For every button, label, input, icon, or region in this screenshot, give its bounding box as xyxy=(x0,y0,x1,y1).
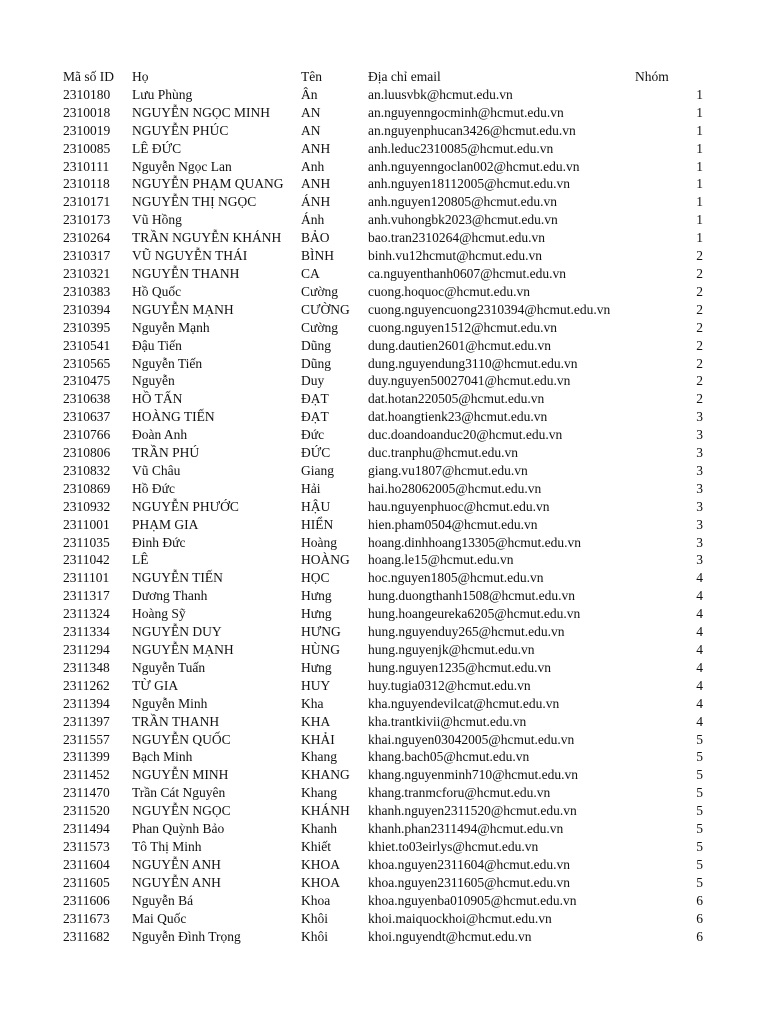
table-row xyxy=(63,229,703,247)
first-name-cell: Duy xyxy=(301,373,325,389)
group-cell: 3 xyxy=(696,534,703,550)
first-name-cell: HUY xyxy=(301,677,331,693)
table-row xyxy=(63,820,703,838)
header-first-name: Tên xyxy=(301,69,322,84)
group-cell: 2 xyxy=(696,337,703,353)
group-cell: 3 xyxy=(696,427,703,443)
student-id-cell: 2311682 xyxy=(63,928,110,944)
table-row xyxy=(63,802,703,820)
first-name-cell: HỌC xyxy=(301,570,330,586)
group-cell: 5 xyxy=(696,767,703,783)
first-name-cell: Hoàng xyxy=(301,534,337,550)
table-row xyxy=(63,265,703,283)
group-cell: 3 xyxy=(696,552,703,568)
table-row xyxy=(63,158,703,176)
last-name-cell: NGUYỄN THANH xyxy=(132,265,240,281)
table-row xyxy=(63,319,703,337)
first-name-cell: HIỂN xyxy=(301,516,334,532)
table-row xyxy=(63,892,703,910)
email-cell: hoang.dinhhoang13305@hcmut.edu.vn xyxy=(368,534,582,550)
last-name-cell: Lưu Phùng xyxy=(132,86,193,102)
group-cell: 1 xyxy=(696,194,703,210)
last-name-cell: Mai Quốc xyxy=(132,910,187,926)
first-name-cell: BÌNH xyxy=(301,248,334,264)
last-name-cell: NGUYỄN ANH xyxy=(132,874,221,890)
first-name-cell: Dũng xyxy=(301,355,331,371)
header-row xyxy=(63,68,703,86)
header-group: Nhóm xyxy=(635,69,669,84)
email-cell: ca.nguyenthanh0607@hcmut.edu.vn xyxy=(368,265,567,281)
last-name-cell: NGUYỄN MẠNH xyxy=(132,301,234,317)
first-name-cell: Khôi xyxy=(301,928,328,944)
first-name-cell: Khiết xyxy=(301,838,331,854)
group-cell: 6 xyxy=(696,892,703,908)
first-name-cell: ANH xyxy=(301,176,331,192)
group-cell: 5 xyxy=(696,821,703,837)
last-name-cell: NGUYỄN PHƯỚC xyxy=(132,498,239,514)
last-name-cell: TRẦN NGUYỄN KHÁNH xyxy=(132,230,282,246)
table-row xyxy=(63,86,703,104)
student-id-cell: 2311348 xyxy=(63,659,110,675)
email-cell: hai.ho28062005@hcmut.edu.vn xyxy=(368,480,542,496)
table-row xyxy=(63,247,703,265)
first-name-cell: Cường xyxy=(301,319,338,335)
last-name-cell: NGUYỄN NGỌC MINH xyxy=(132,104,270,120)
group-cell: 3 xyxy=(696,409,703,425)
first-name-cell: KHA xyxy=(301,713,331,729)
last-name-cell: LÊ xyxy=(132,552,149,568)
table-row xyxy=(63,283,703,301)
table-row xyxy=(63,874,703,892)
student-id-cell: 2311470 xyxy=(63,785,110,801)
group-cell: 4 xyxy=(696,677,703,693)
table-row xyxy=(63,677,703,695)
group-cell: 4 xyxy=(696,642,703,657)
group-cell: 5 xyxy=(696,803,703,819)
group-cell: 4 xyxy=(696,588,703,604)
student-id-cell: 2311334 xyxy=(63,624,110,640)
group-cell: 4 xyxy=(696,570,703,586)
last-name-cell: NGUYỄN QUỐC xyxy=(132,731,231,747)
group-cell: 1 xyxy=(696,176,703,192)
last-name-cell: Đinh Đức xyxy=(132,534,186,550)
table-row xyxy=(63,122,703,140)
student-id-cell: 2310766 xyxy=(63,427,111,443)
student-id-cell: 2310171 xyxy=(63,194,111,210)
student-id-cell: 2311101 xyxy=(63,570,110,586)
group-cell: 4 xyxy=(696,713,703,729)
table-row xyxy=(63,175,703,193)
table-row xyxy=(63,731,703,749)
first-name-cell: KHOA xyxy=(301,856,340,872)
email-cell: khoa.nguyen2311604@hcmut.edu.vn xyxy=(368,856,571,872)
last-name-cell: NGUYỄN PHÚC xyxy=(132,122,229,138)
last-name-cell: NGUYỄN ANH xyxy=(132,856,221,872)
first-name-cell: ĐỨC xyxy=(301,445,331,461)
roster-body xyxy=(63,86,703,946)
student-id-cell: 2310932 xyxy=(63,498,111,514)
first-name-cell: ANH xyxy=(301,140,331,156)
header-id: Mã số ID xyxy=(63,69,114,84)
email-cell: khoa.nguyen2311605@hcmut.edu.vn xyxy=(368,874,571,890)
table-row xyxy=(63,928,703,946)
email-cell: cuong.nguyen1512@hcmut.edu.vn xyxy=(368,319,558,335)
student-id-cell: 2311294 xyxy=(63,642,110,657)
last-name-cell: Trần Cát Nguyên xyxy=(132,785,226,801)
student-id-cell: 2310383 xyxy=(63,283,111,299)
student-id-cell: 2310085 xyxy=(63,140,111,156)
table-row xyxy=(63,838,703,856)
table-row xyxy=(63,498,703,516)
first-name-cell: AN xyxy=(301,122,321,138)
table-row xyxy=(63,355,703,373)
student-id-cell: 2310638 xyxy=(63,391,111,407)
student-roster-table xyxy=(63,68,703,945)
email-cell: anh.vuhongbk2023@hcmut.edu.vn xyxy=(368,212,558,228)
group-cell: 4 xyxy=(696,659,703,675)
first-name-cell: CƯỜNG xyxy=(301,301,350,317)
table-row xyxy=(63,211,703,229)
table-row xyxy=(63,140,703,158)
first-name-cell: ÁNH xyxy=(301,194,331,210)
email-cell: binh.vu12hcmut@hcmut.edu.vn xyxy=(368,248,543,264)
last-name-cell: HOÀNG TIẾN xyxy=(132,409,215,425)
last-name-cell: Nguyễn Tiến xyxy=(132,355,203,371)
table-row xyxy=(63,337,703,355)
student-id-cell: 2310541 xyxy=(63,337,111,353)
header-email: Địa chỉ email xyxy=(368,69,441,84)
first-name-cell: Hưng xyxy=(301,659,332,675)
email-cell: hien.pham0504@hcmut.edu.vn xyxy=(368,516,538,532)
student-id-cell: 2311605 xyxy=(63,874,110,890)
table-row xyxy=(63,301,703,319)
last-name-cell: NGUYỄN PHẠM QUANG xyxy=(132,176,284,192)
student-id-cell: 2310475 xyxy=(63,373,111,389)
group-cell: 2 xyxy=(696,355,703,371)
email-cell: hung.nguyen1235@hcmut.edu.vn xyxy=(368,659,552,675)
table-row xyxy=(63,390,703,408)
header-last-name: Họ xyxy=(132,69,149,84)
first-name-cell: KHOA xyxy=(301,874,340,890)
table-row xyxy=(63,444,703,462)
email-cell: khiet.to03eirlys@hcmut.edu.vn xyxy=(368,838,539,854)
group-cell: 5 xyxy=(696,749,703,765)
student-id-cell: 2311520 xyxy=(63,803,110,819)
group-cell: 2 xyxy=(696,391,703,407)
table-row xyxy=(63,516,703,534)
first-name-cell: Khanh xyxy=(301,821,337,837)
email-cell: khang.bach05@hcmut.edu.vn xyxy=(368,749,530,765)
group-cell: 5 xyxy=(696,731,703,747)
email-cell: hau.nguyenphuoc@hcmut.edu.vn xyxy=(368,498,550,514)
table-row xyxy=(63,587,703,605)
table-row xyxy=(63,372,703,390)
email-cell: khang.tranmcforu@hcmut.edu.vn xyxy=(368,785,551,801)
email-cell: giang.vu1807@hcmut.edu.vn xyxy=(368,462,528,478)
student-id-cell: 2310394 xyxy=(63,301,111,317)
last-name-cell: Nguyễn Đình Trọng xyxy=(132,928,241,944)
email-cell: anh.nguyen18112005@hcmut.edu.vn xyxy=(368,176,571,192)
group-cell: 3 xyxy=(696,516,703,532)
group-cell: 5 xyxy=(696,785,703,801)
first-name-cell: Kha xyxy=(301,695,324,711)
first-name-cell: Khang xyxy=(301,749,337,765)
table-row xyxy=(63,462,703,480)
last-name-cell: Bạch Minh xyxy=(132,749,193,765)
student-id-cell: 2310832 xyxy=(63,462,111,478)
group-cell: 1 xyxy=(696,212,703,228)
last-name-cell: Hồ Quốc xyxy=(132,283,182,299)
table-row xyxy=(63,695,703,713)
student-id-cell: 2310264 xyxy=(63,230,111,246)
last-name-cell: Dương Thanh xyxy=(132,588,208,604)
group-cell: 1 xyxy=(696,230,703,246)
last-name-cell: PHẠM GIA xyxy=(132,516,199,532)
first-name-cell: Hưng xyxy=(301,588,332,604)
first-name-cell: Hải xyxy=(301,480,321,496)
student-id-cell: 2310565 xyxy=(63,355,111,371)
group-cell: 2 xyxy=(696,373,703,389)
email-cell: khai.nguyen03042005@hcmut.edu.vn xyxy=(368,731,575,747)
table-row xyxy=(63,426,703,444)
table-row xyxy=(63,641,703,659)
table-row xyxy=(63,408,703,426)
first-name-cell: Cường xyxy=(301,283,338,299)
group-cell: 4 xyxy=(696,695,703,711)
student-id-cell: 2310395 xyxy=(63,319,111,335)
email-cell: dat.hotan220505@hcmut.edu.vn xyxy=(368,391,545,407)
last-name-cell: NGUYỄN MẠNH xyxy=(132,642,234,657)
student-id-cell: 2310173 xyxy=(63,212,111,228)
email-cell: hoc.nguyen1805@hcmut.edu.vn xyxy=(368,570,544,586)
student-id-cell: 2311399 xyxy=(63,749,110,765)
last-name-cell: NGUYỄN DUY xyxy=(132,624,222,640)
email-cell: hung.hoangeureka6205@hcmut.edu.vn xyxy=(368,606,581,622)
last-name-cell: Nguyễn Bá xyxy=(132,892,194,908)
email-cell: cuong.hoquoc@hcmut.edu.vn xyxy=(368,283,531,299)
email-cell: duc.doandoanduc20@hcmut.edu.vn xyxy=(368,427,563,443)
student-id-cell: 2310180 xyxy=(63,86,111,102)
group-cell: 3 xyxy=(696,480,703,496)
group-cell: 2 xyxy=(696,283,703,299)
group-cell: 3 xyxy=(696,498,703,514)
email-cell: hung.nguyenduy265@hcmut.edu.vn xyxy=(368,624,565,640)
first-name-cell: Anh xyxy=(301,158,325,174)
group-cell: 6 xyxy=(696,910,703,926)
student-id-cell: 2310637 xyxy=(63,409,111,425)
group-cell: 1 xyxy=(696,122,703,138)
first-name-cell: HẬU xyxy=(301,498,331,514)
email-cell: an.luusvbk@hcmut.edu.vn xyxy=(368,86,513,102)
student-id-cell: 2311673 xyxy=(63,910,110,926)
last-name-cell: TRẦN THANH xyxy=(132,713,220,729)
email-cell: cuong.nguyencuong2310394@hcmut.edu.vn xyxy=(368,301,611,317)
student-id-cell: 2311262 xyxy=(63,677,110,693)
table-row xyxy=(63,766,703,784)
group-cell: 5 xyxy=(696,874,703,890)
last-name-cell: TRẦN PHÚ xyxy=(132,445,200,461)
last-name-cell: Đậu Tiến xyxy=(132,337,182,353)
email-cell: dat.hoangtienk23@hcmut.edu.vn xyxy=(368,409,548,425)
student-id-cell: 2311557 xyxy=(63,731,110,747)
first-name-cell: KHANG xyxy=(301,767,350,783)
student-id-cell: 2311604 xyxy=(63,856,110,872)
first-name-cell: ĐẠT xyxy=(301,391,329,407)
email-cell: dung.dautien2601@hcmut.edu.vn xyxy=(368,337,552,353)
first-name-cell: Khang xyxy=(301,785,337,801)
student-id-cell: 2310806 xyxy=(63,445,111,461)
last-name-cell: NGUYỄN NGỌC xyxy=(132,803,231,819)
group-cell: 2 xyxy=(696,265,703,281)
first-name-cell: Ân xyxy=(301,86,318,102)
group-cell: 5 xyxy=(696,838,703,854)
last-name-cell: Vũ Châu xyxy=(132,462,181,478)
first-name-cell: Ánh xyxy=(301,212,325,228)
email-cell: bao.tran2310264@hcmut.edu.vn xyxy=(368,230,546,246)
student-id-cell: 2310111 xyxy=(63,158,110,174)
student-id-cell: 2311042 xyxy=(63,552,110,568)
email-cell: kha.nguyendevilcat@hcmut.edu.vn xyxy=(368,695,560,711)
email-cell: hung.duongthanh1508@hcmut.edu.vn xyxy=(368,588,576,604)
email-cell: khanh.nguyen2311520@hcmut.edu.vn xyxy=(368,803,577,819)
email-cell: huy.tugia0312@hcmut.edu.vn xyxy=(368,677,531,693)
email-cell: anh.nguyenngoclan002@hcmut.edu.vn xyxy=(368,158,580,174)
table-row xyxy=(63,713,703,731)
student-id-cell: 2311606 xyxy=(63,892,110,908)
first-name-cell: KHẢI xyxy=(301,731,335,747)
student-id-cell: 2310321 xyxy=(63,265,111,281)
table-row xyxy=(63,534,703,552)
student-id-cell: 2310019 xyxy=(63,122,111,138)
email-cell: khoa.nguyenba010905@hcmut.edu.vn xyxy=(368,892,577,908)
email-cell: an.nguyenphucan3426@hcmut.edu.vn xyxy=(368,122,576,138)
email-cell: an.nguyenngocminh@hcmut.edu.vn xyxy=(368,104,564,120)
last-name-cell: Phan Quỳnh Bảo xyxy=(132,821,225,837)
group-cell: 4 xyxy=(696,624,703,640)
student-id-cell: 2310118 xyxy=(63,176,110,192)
first-name-cell: KHÁNH xyxy=(301,803,350,819)
student-id-cell: 2311573 xyxy=(63,838,110,854)
first-name-cell: Khoa xyxy=(301,892,331,908)
student-id-cell: 2311035 xyxy=(63,534,110,550)
last-name-cell: Nguyễn Ngọc Lan xyxy=(132,158,232,174)
email-cell: khoi.maiquockhoi@hcmut.edu.vn xyxy=(368,910,552,926)
group-cell: 2 xyxy=(696,248,703,264)
last-name-cell: NGUYỄN THỊ NGỌC xyxy=(132,194,257,210)
last-name-cell: NGUYỄN TIẾN xyxy=(132,570,223,586)
email-cell: anh.nguyen120805@hcmut.edu.vn xyxy=(368,194,558,210)
student-id-cell: 2311494 xyxy=(63,821,110,837)
first-name-cell: Đức xyxy=(301,427,325,443)
last-name-cell: NGUYỄN MINH xyxy=(132,767,229,783)
email-cell: khang.nguyenminh710@hcmut.edu.vn xyxy=(368,767,579,783)
group-cell: 1 xyxy=(696,158,703,174)
table-row xyxy=(63,784,703,802)
last-name-cell: Nguyễn Minh xyxy=(132,695,208,711)
student-id-cell: 2311394 xyxy=(63,695,110,711)
group-cell: 3 xyxy=(696,462,703,478)
first-name-cell: ĐẠT xyxy=(301,409,329,425)
last-name-cell: TỪ GIA xyxy=(132,677,179,693)
student-id-cell: 2311324 xyxy=(63,606,110,622)
table-row xyxy=(63,856,703,874)
email-cell: duy.nguyen50027041@hcmut.edu.vn xyxy=(368,373,571,389)
group-cell: 1 xyxy=(696,104,703,120)
group-cell: 5 xyxy=(696,856,703,872)
email-cell: khanh.phan2311494@hcmut.edu.vn xyxy=(368,821,564,837)
student-id-cell: 2311001 xyxy=(63,516,110,532)
student-id-cell: 2311317 xyxy=(63,588,110,604)
email-cell: kha.trantkivii@hcmut.edu.vn xyxy=(368,713,527,729)
first-name-cell: Khôi xyxy=(301,910,328,926)
group-cell: 2 xyxy=(696,301,703,317)
first-name-cell: Giang xyxy=(301,462,334,478)
email-cell: anh.leduc2310085@hcmut.edu.vn xyxy=(368,140,554,156)
table-row xyxy=(63,623,703,641)
student-id-cell: 2310317 xyxy=(63,248,111,264)
last-name-cell: Nguyễn Mạnh xyxy=(132,319,210,335)
student-id-cell: 2310018 xyxy=(63,104,111,120)
last-name-cell: Hồ Đức xyxy=(132,480,175,496)
last-name-cell: Vũ Hồng xyxy=(132,212,182,228)
student-id-cell: 2311452 xyxy=(63,767,110,783)
group-cell: 4 xyxy=(696,606,703,622)
student-id-cell: 2311397 xyxy=(63,713,110,729)
group-cell: 1 xyxy=(696,140,703,156)
table-row xyxy=(63,910,703,928)
last-name-cell: Hoàng Sỹ xyxy=(132,606,186,622)
table-row xyxy=(63,104,703,122)
first-name-cell: HƯNG xyxy=(301,624,341,640)
table-row xyxy=(63,193,703,211)
group-cell: 3 xyxy=(696,445,703,461)
table-row xyxy=(63,605,703,623)
email-cell: hung.nguyenjk@hcmut.edu.vn xyxy=(368,642,535,657)
first-name-cell: AN xyxy=(301,104,321,120)
table-row xyxy=(63,480,703,498)
email-cell: dung.nguyendung3110@hcmut.edu.vn xyxy=(368,355,578,371)
last-name-cell: Nguyễn Tuấn xyxy=(132,659,206,675)
first-name-cell: Dũng xyxy=(301,337,331,353)
table-row xyxy=(63,748,703,766)
group-cell: 2 xyxy=(696,319,703,335)
email-cell: khoi.nguyendt@hcmut.edu.vn xyxy=(368,928,532,944)
last-name-cell: Đoàn Anh xyxy=(132,427,188,443)
table-row xyxy=(63,569,703,587)
first-name-cell: HOÀNG xyxy=(301,552,350,568)
first-name-cell: HÙNG xyxy=(301,642,340,657)
last-name-cell: Nguyễn xyxy=(132,373,175,389)
email-cell: duc.tranphu@hcmut.edu.vn xyxy=(368,445,519,461)
group-cell: 1 xyxy=(696,86,703,102)
first-name-cell: BẢO xyxy=(301,230,330,246)
student-id-cell: 2310869 xyxy=(63,480,111,496)
first-name-cell: CA xyxy=(301,265,320,281)
first-name-cell: Hưng xyxy=(301,606,332,622)
email-cell: hoang.le15@hcmut.edu.vn xyxy=(368,552,514,568)
table-row xyxy=(63,659,703,677)
last-name-cell: HỒ TẤN xyxy=(132,391,183,407)
last-name-cell: VŨ NGUYỄN THÁI xyxy=(132,248,248,264)
table-row xyxy=(63,551,703,569)
last-name-cell: LÊ ĐỨC xyxy=(132,140,182,156)
last-name-cell: Tô Thị Minh xyxy=(132,838,202,854)
group-cell: 6 xyxy=(696,928,703,944)
